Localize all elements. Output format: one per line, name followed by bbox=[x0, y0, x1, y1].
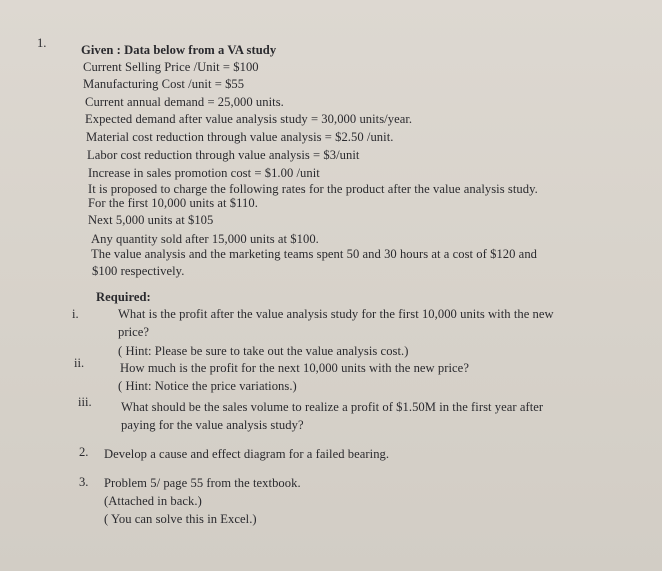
given-line: Material cost reduction through value analysis = $2.50 /unit. bbox=[86, 130, 394, 144]
required-iii-line: What should be the sales volume to realize a profit of $1.50M in the first year after bbox=[121, 400, 544, 414]
required-iii-number: iii. bbox=[78, 395, 92, 409]
required-i-line: What is the profit after the value analysis study for the first 10,000 units with the new bbox=[118, 307, 554, 321]
given-line: Increase in sales promotion cost = $1.00 /unit bbox=[88, 166, 320, 180]
given-line: Any quantity sold after 15,000 units at $100. bbox=[91, 232, 319, 246]
given-line: It is proposed to charge the following rates for the product after the value analysis study. bbox=[88, 182, 538, 196]
required-ii-line: How much is the profit for the next 10,000 units with the new price? bbox=[120, 361, 469, 375]
required-i-hint: ( Hint: Please be sure to take out the value analysis cost.) bbox=[118, 344, 409, 358]
given-heading: Given : Data below from a VA study bbox=[81, 43, 277, 57]
given-line: Next 5,000 units at $105 bbox=[88, 213, 214, 227]
item-3-number: 3. bbox=[79, 475, 89, 489]
required-i-number: i. bbox=[72, 307, 79, 321]
given-line: $100 respectively. bbox=[92, 264, 185, 278]
required-ii-number: ii. bbox=[74, 356, 85, 370]
given-line: The value analysis and the marketing teams spent 50 and 30 hours at a cost of $120 and bbox=[91, 247, 538, 261]
given-line: Current Selling Price /Unit = $100 bbox=[83, 60, 259, 74]
item-2-text: Develop a cause and effect diagram for a failed bearing. bbox=[104, 447, 390, 461]
item-3-line: (Attached in back.) bbox=[104, 494, 202, 508]
required-iii-line: paying for the value analysis study? bbox=[121, 418, 304, 432]
item-2-number: 2. bbox=[79, 445, 89, 459]
given-line: For the first 10,000 units at $110. bbox=[88, 196, 258, 210]
item-3-line: ( You can solve this in Excel.) bbox=[104, 512, 257, 526]
required-ii-hint: ( Hint: Notice the price variations.) bbox=[118, 379, 297, 393]
required-i-line: price? bbox=[118, 325, 150, 339]
given-line: Manufacturing Cost /unit = $55 bbox=[83, 77, 245, 91]
item-3-line: Problem 5/ page 55 from the textbook. bbox=[104, 476, 301, 490]
given-line: Labor cost reduction through value analysis = $3/unit bbox=[87, 148, 360, 162]
item-1-number: 1. bbox=[37, 36, 47, 50]
given-line: Current annual demand = 25,000 units. bbox=[85, 95, 284, 109]
required-heading: Required: bbox=[96, 290, 151, 304]
given-line: Expected demand after value analysis study = 30,000 units/year. bbox=[85, 112, 413, 126]
